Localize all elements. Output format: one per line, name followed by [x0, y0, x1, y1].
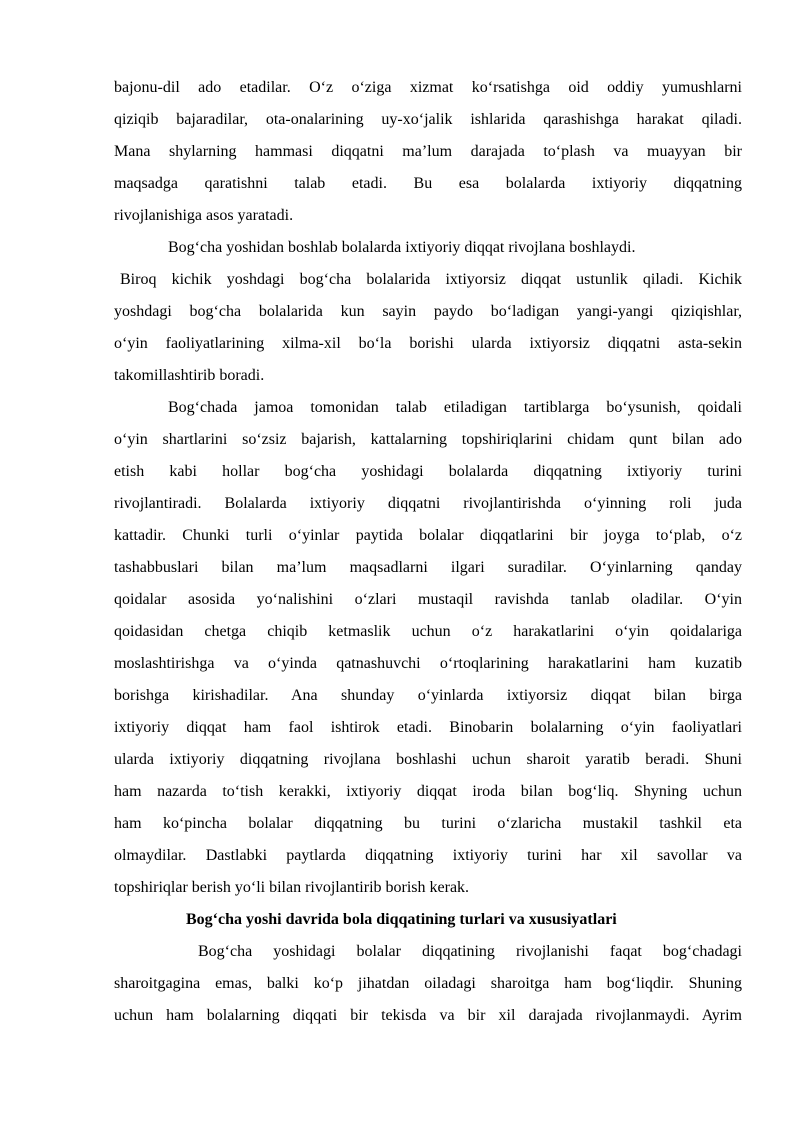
text-line: maqsadga qaratishni talab etadi. Bu esa bolalarda ixtiyoriy diqqatning	[114, 175, 742, 192]
paragraph	[114, 72, 742, 232]
text-line: ham nazarda to‘tish kerakki, ixtiyoriy diqqat iroda bilan bog‘liq. Shyning uchun	[114, 783, 742, 800]
text-line: topshiriqlar berish yo‘li bilan rivojlantirib borish kerak.	[114, 879, 470, 896]
text-line: borishga kirishadilar. Ana shunday o‘yinlarda ixtiyorsiz diqqat bilan birga	[114, 687, 742, 704]
text-line: takomillashtirib boradi.	[114, 367, 265, 384]
text-line: qoidalar asosida yo‘nalishini o‘zlari mustaqil ravishda tanlab oladilar. O‘yin	[114, 591, 742, 608]
text-line: tashabbuslari bilan ma’lum maqsadlarni ilgari suradilar. O‘yinlarning qanday	[114, 559, 742, 576]
text-line: bajonu-dil ado etadilar. O‘z o‘ziga xizmat ko‘rsatishga oid oddiy yumushlarni	[114, 79, 742, 96]
text-line: Bog‘cha yoshidan boshlab bolalarda ixtiyoriy diqqat rivojlana boshlaydi.	[168, 239, 636, 256]
section-heading: Bog‘cha yoshi davrida bola diqqatining turlari va xususiyatlari	[186, 911, 617, 928]
paragraph	[114, 936, 742, 1032]
text-line: rivojlantiradi. Bolalarda ixtiyoriy diqqatni rivojlantirishda o‘yinning roli juda	[114, 495, 742, 512]
text-line: Biroq kichik yoshdagi bog‘cha bolalarida ixtiyorsiz diqqat ustunlik qiladi. Kichik	[120, 271, 742, 288]
paragraph	[114, 264, 742, 392]
document-page	[114, 72, 742, 1032]
text-line: olmaydilar. Dastlabki paytlarda diqqatning ixtiyoriy turini har xil savollar va	[114, 847, 742, 864]
paragraph	[114, 232, 742, 264]
text-line: moslashtirishga va o‘yinda qatnashuvchi o‘rtoqlarining harakatlarini ham kuzatib	[114, 655, 742, 672]
text-line: Bog‘chada jamoa tomonidan talab etiladigan tartiblarga bo‘ysunish, qoidali	[168, 399, 742, 416]
text-line: o‘yin shartlarini so‘zsiz bajarish, kattalarning topshiriqlarini chidam qunt bilan ado	[114, 431, 742, 448]
text-line: Bog‘cha yoshidagi bolalar diqqatining rivojlanishi faqat bog‘chadagi	[198, 943, 742, 960]
text-line: ularda ixtiyoriy diqqatning rivojlana boshlashi uchun sharoit yaratib beradi. Shuni	[114, 751, 742, 768]
text-line: rivojlanishiga asos yaratadi.	[114, 207, 294, 224]
text-line: o‘yin faoliyatlarining xilma-xil bo‘la borishi ularda ixtiyorsiz diqqatni asta-sekin	[114, 335, 742, 352]
text-line: uchun ham bolalarning diqqati bir tekisda va bir xil darajada rivojlanmaydi. Ayrim	[114, 1007, 742, 1024]
text-line: etish kabi hollar bog‘cha yoshidagi bolalarda diqqatning ixtiyoriy turini	[114, 463, 742, 480]
paragraph	[114, 392, 742, 904]
text-line: Mana shylarning hammasi diqqatni ma’lum darajada to‘plash va muayyan bir	[114, 143, 742, 160]
text-line: yoshdagi bog‘cha bolalarida kun sayin paydo bo‘ladigan yangi-yangi qiziqishlar,	[114, 303, 742, 320]
text-line: qoidasidan chetga chiqib ketmaslik uchun o‘z harakatlarini o‘yin qoidalariga	[114, 623, 742, 640]
text-line: kattadir. Chunki turli o‘yinlar paytida bolalar diqqatlarini bir joyga to‘plab, o‘z	[114, 527, 742, 544]
text-line: qiziqib bajaradilar, ota-onalarining uy-xo‘jalik ishlarida qarashishga harakat qiladi.	[114, 111, 742, 128]
text-line: ham ko‘pincha bolalar diqqatning bu turini o‘zlaricha mustakil tashkil eta	[114, 815, 742, 832]
text-line: sharoitgagina emas, balki ko‘p jihatdan oiladagi sharoitga ham bog‘liqdir. Shuning	[114, 975, 742, 992]
text-line: ixtiyoriy diqqat ham faol ishtirok etadi. Binobarin bolalarning o‘yin faoliyatlari	[114, 719, 742, 736]
